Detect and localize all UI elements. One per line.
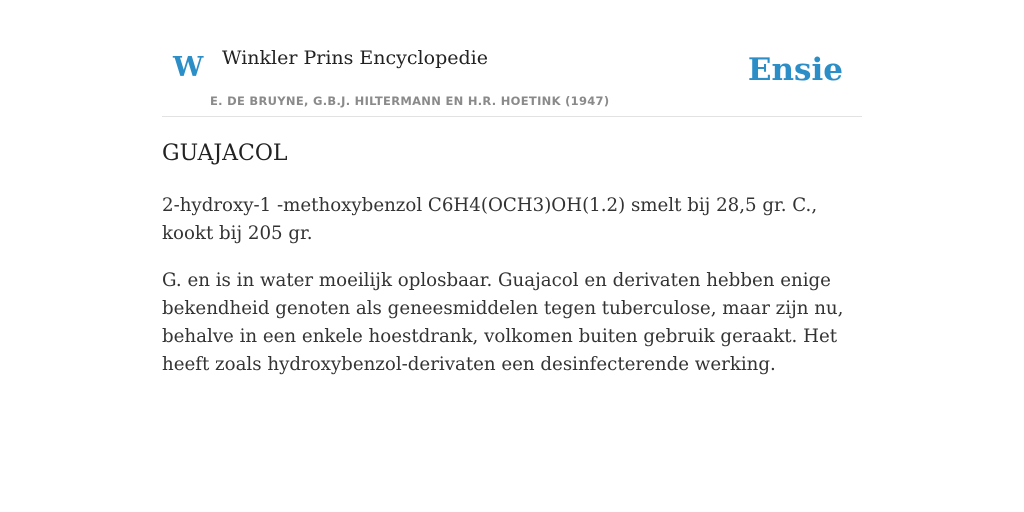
encyclopedia-title-link[interactable]: Winkler Prins Encyclopedie xyxy=(222,47,488,69)
article-content xyxy=(162,138,862,379)
encyclopedia-authors: E. DE BRUYNE, G.B.J. HILTERMANN EN H.R. HOETINK (1947) xyxy=(210,94,610,108)
encyclopedia-header xyxy=(162,0,862,117)
entry-title: GUAJACOL xyxy=(162,141,288,166)
article-paragraph: G. en is in water moeilijk oplosbaar. Guajacol en derivaten hebben enige bekendheid genoten als geneesmiddelen tegen tuberculose, maar zijn nu, behalve in een enkele hoestdrank, volkomen buiten gebruik geraakt. Het heeft zoals hydroxybenzol-derivaten een desinfecterende werking. xyxy=(162,270,844,375)
winkler-prins-logo[interactable]: W xyxy=(173,52,204,83)
ensie-brand-logo[interactable]: Ensie xyxy=(747,52,843,88)
article-paragraph: 2-hydroxy-1 -methoxybenzol C6H4(OCH3)OH(1.2) smelt bij 28,5 gr. C., kookt bij 205 gr. xyxy=(162,195,818,244)
